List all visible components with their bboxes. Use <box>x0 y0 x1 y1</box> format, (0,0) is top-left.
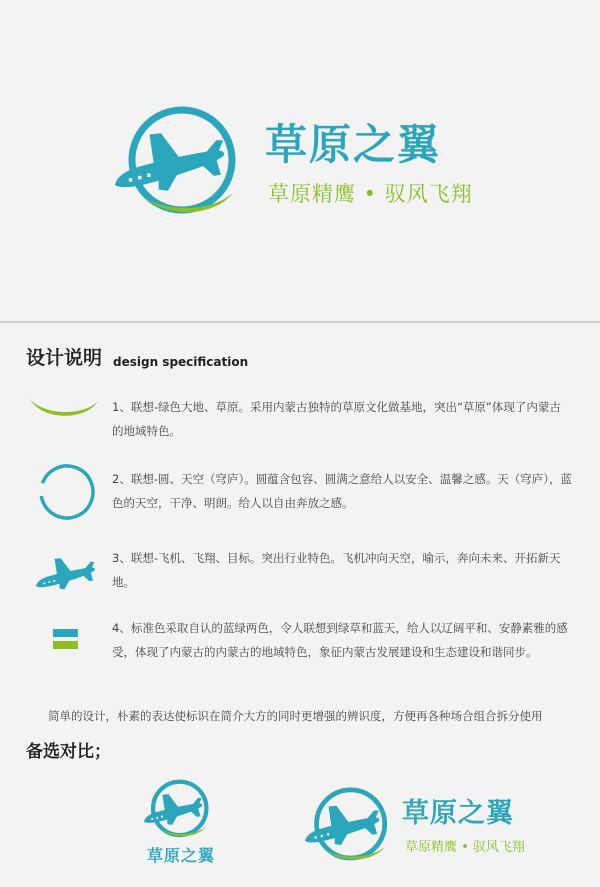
logo-mark <box>115 103 250 223</box>
blue-circle-icon <box>35 462 99 522</box>
spec-item-1: 1、联想-绿色大地、草原。采用内蒙古独特的草原文化做基地，突出“草原”体现了内蒙古的地域特色。 <box>112 400 561 438</box>
alt-logo-name-wide: 草原之翼 <box>402 798 514 829</box>
green-arc-icon <box>28 395 100 421</box>
alt-logo-mark-wide <box>305 785 397 867</box>
design-summary: 简单的设计，朴素的表达使标识在简介大方的同时更增强的辨识度，方便再各种场合组合拆分使用 <box>48 709 543 723</box>
spec-item-2: 2、联想-圆、天空（穹庐）。圆蕴含包容、圆满之意给人以安全、温馨之感。天（穹庐），蓝色的天空，干净、明朗。给人以自由奔放之感。 <box>112 472 572 510</box>
section-title: 设计说明 <box>26 347 103 369</box>
logo-name: 草原之翼 <box>265 120 442 169</box>
section-divider <box>0 321 600 323</box>
airplane-icon <box>36 556 98 592</box>
alt-logo-name-small: 草原之翼 <box>147 846 216 865</box>
alt-logo-mark-small <box>142 778 218 842</box>
logo-slogan: 草原精鹰 • 驭风飞翔 <box>268 182 473 206</box>
alternatives-title: 备选对比； <box>26 742 111 762</box>
section-subtitle: design specification <box>113 355 249 369</box>
spec-item-4: 4、标准色采取自认的蓝绿两色，令人联想到绿草和蓝天，给人以辽阔平和、安静素雅的感受，体现了内蒙古的内蒙古的地域特色，象征内蒙古发展建设和生态建设和谐同步。 <box>112 621 568 659</box>
color-swatch-icon <box>53 629 78 649</box>
spec-item-3: 3、联想-飞机、飞翔、目标。突出行业特色。飞机冲向天空，喻示，奔向未来、开拓新天地。 <box>112 551 561 589</box>
alt-logo-slogan-wide: 草原精鹰 • 驭风飞翔 <box>405 840 525 855</box>
